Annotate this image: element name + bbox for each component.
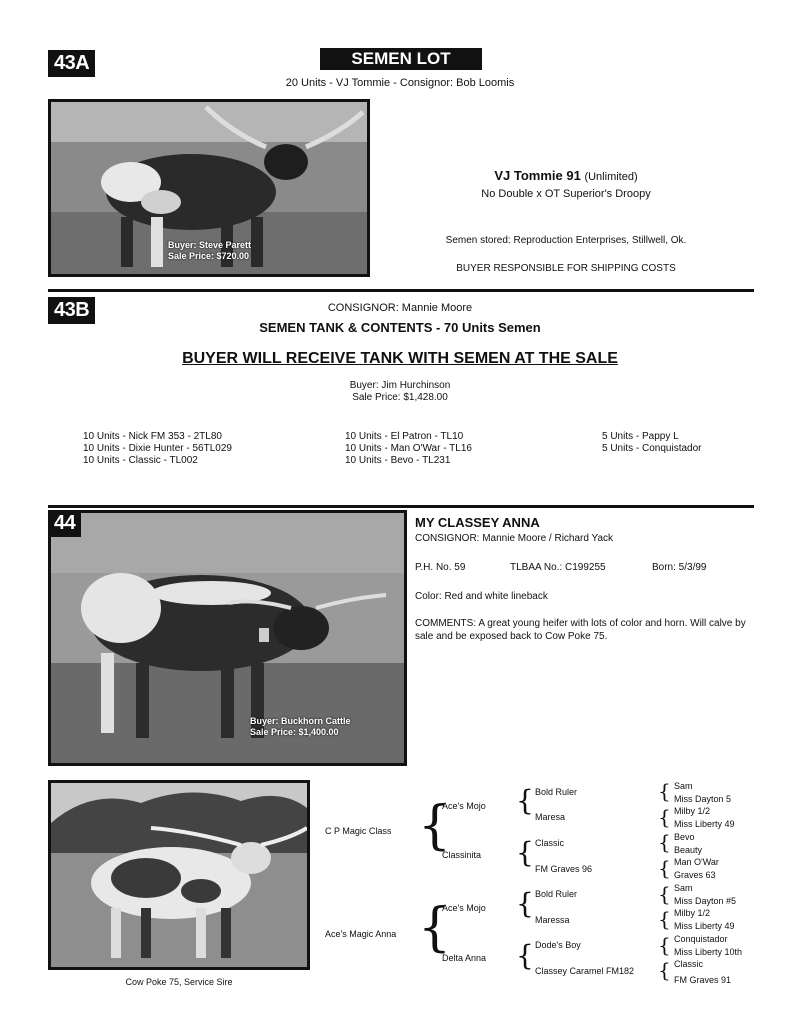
pedigree-g4: Sam	[674, 883, 693, 893]
lot-44-buyer: Buyer: Buckhorn Cattle	[250, 716, 351, 726]
lot-44-sale-price: Sale Price: $1,400.00	[250, 727, 339, 737]
lot-43a-sale-price: Sale Price: $720.00	[168, 251, 250, 261]
pedigree-g4: Man O'War	[674, 857, 719, 867]
pedigree-g4: Conquistador	[674, 934, 728, 944]
lot-number-43a: 43A	[48, 50, 95, 77]
pedigree-g3: Bold Ruler	[535, 889, 578, 899]
bull-qualifier: (Unlimited)	[584, 171, 638, 183]
pedigree-brace: {	[658, 933, 671, 957]
pedigree-brace: {	[658, 958, 671, 982]
semen-unit-item: 10 Units - Classic - TL002	[83, 455, 198, 466]
pedigree-g4: Graves 63	[674, 870, 716, 880]
semen-lot-banner: SEMEN LOT	[320, 48, 482, 70]
lot-44-consignor: CONSIGNOR: Mannie Moore / Richard Yack	[415, 533, 614, 544]
pedigree-g4: Beauty	[674, 845, 703, 855]
pedigree-brace: {	[418, 898, 452, 958]
semen-unit-item: 5 Units - Conquistador	[602, 443, 702, 454]
pedigree-g4: Miss Liberty 49	[674, 921, 735, 931]
lot-43b-buyer: Buyer: Jim Hurchinson	[349, 380, 451, 391]
pedigree-g4: Miss Dayton 5	[674, 794, 732, 804]
pedigree-g4: Miss Liberty 10th	[674, 947, 743, 957]
semen-unit-item: 10 Units - Nick FM 353 - 2TL80	[83, 431, 222, 442]
pedigree-g4: Bevo	[674, 832, 695, 842]
pedigree-g3: Maresa	[535, 812, 566, 822]
pedigree-brace: {	[516, 887, 534, 920]
animal-comments: COMMENTS: A great young heifer with lots of color and horn. Will calve by sale and be exposed back to Cow Poke 75.	[415, 618, 746, 642]
animal-name: MY CLASSEY ANNA	[415, 515, 540, 530]
lot-43a-buyer: Buyer: Steve Parett	[168, 240, 252, 250]
pedigree-g4: Milby 1/2	[674, 908, 711, 918]
pedigree-brace: {	[658, 907, 671, 931]
lot-43b-headline: BUYER WILL RECEIVE TANK WITH SEMEN AT THE SALE	[182, 350, 618, 367]
tlbaa-number: TLBAA No.: C199255	[510, 562, 606, 573]
pedigree-g4: Miss Liberty 49	[674, 819, 735, 829]
pedigree-g2: Classinita	[442, 850, 482, 860]
pedigree-g4: Sam	[674, 781, 693, 791]
pedigree-brace: {	[658, 882, 671, 906]
pedigree-g2: Ace's Mojo	[442, 903, 486, 913]
pedigree-g3: Dode's Boy	[535, 940, 581, 950]
divider-43a	[48, 289, 754, 292]
pedigree-brace: {	[658, 805, 671, 829]
bull-name-line	[380, 168, 752, 183]
semen-unit-item: 10 Units - El Patron - TL10	[345, 431, 464, 442]
pedigree-brace: {	[516, 784, 534, 817]
pedigree-g4: FM Graves 91	[674, 975, 732, 985]
born-date: Born: 5/3/99	[652, 562, 707, 573]
pedigree-g3: Classey Caramel FM182	[535, 966, 635, 976]
semen-unit-item: 10 Units - Bevo - TL231	[345, 455, 451, 466]
bull-breeding: No Double x OT Superior's Droopy	[481, 188, 651, 200]
semen-units-col-1	[83, 431, 232, 467]
pedigree-g3: FM Graves 96	[535, 864, 593, 874]
pedigree-dam: Ace's Magic Anna	[325, 929, 397, 939]
lot-number-44: 44	[48, 510, 81, 537]
pedigree-brace: {	[658, 830, 671, 854]
shipping-note: BUYER RESPONSIBLE FOR SHIPPING COSTS	[456, 263, 676, 274]
semen-storage: Semen stored: Reproduction Enterprises, Stillwell, Ok.	[445, 235, 687, 246]
pedigree-brace: {	[418, 796, 452, 856]
ph-number: P.H. No. 59	[415, 562, 466, 573]
semen-units-col-3	[602, 431, 702, 455]
heifer-photo-my-classey-anna	[48, 510, 407, 766]
lot-43b-title: SEMEN TANK & CONTENTS - 70 Units Semen	[259, 320, 541, 335]
pedigree-g4: Miss Dayton #5	[674, 896, 737, 906]
pedigree-brace: {	[516, 939, 534, 972]
pedigree-brace: {	[658, 779, 671, 803]
pedigree-g3: Bold Ruler	[535, 787, 578, 797]
pedigree-g2: Delta Anna	[442, 953, 487, 963]
pedigree-brace: {	[516, 836, 534, 869]
animal-color: Color: Red and white lineback	[415, 591, 548, 602]
semen-unit-item: 10 Units - Dixie Hunter - 56TL029	[83, 443, 232, 454]
lot-43a-subtitle: 20 Units - VJ Tommie - Consignor: Bob Loomis	[285, 77, 515, 89]
lot-43b-consignor: CONSIGNOR: Mannie Moore	[327, 302, 473, 314]
pedigree-brace: {	[658, 856, 671, 880]
lot-number-43b: 43B	[48, 297, 95, 324]
pedigree-sire: C P Magic Class	[325, 826, 392, 836]
semen-unit-item: 10 Units - Man O'War - TL16	[345, 443, 472, 454]
pedigree-g4: Milby 1/2	[674, 806, 711, 816]
pedigree-g3: Classic	[535, 838, 565, 848]
bull-name: VJ Tommie 91	[494, 168, 581, 183]
pedigree-g3: Maressa	[535, 915, 570, 925]
semen-units-col-2	[345, 431, 472, 467]
lot-43b-sale-price: Sale Price: $1,428.00	[352, 392, 448, 403]
pedigree-g4: Classic	[674, 959, 704, 969]
service-sire-photo	[48, 780, 310, 970]
semen-unit-item: 5 Units - Pappy L	[602, 431, 679, 442]
pedigree-g2: Ace's Mojo	[442, 801, 486, 811]
divider-43b	[48, 505, 754, 508]
service-sire-caption: Cow Poke 75, Service Sire	[125, 977, 233, 987]
